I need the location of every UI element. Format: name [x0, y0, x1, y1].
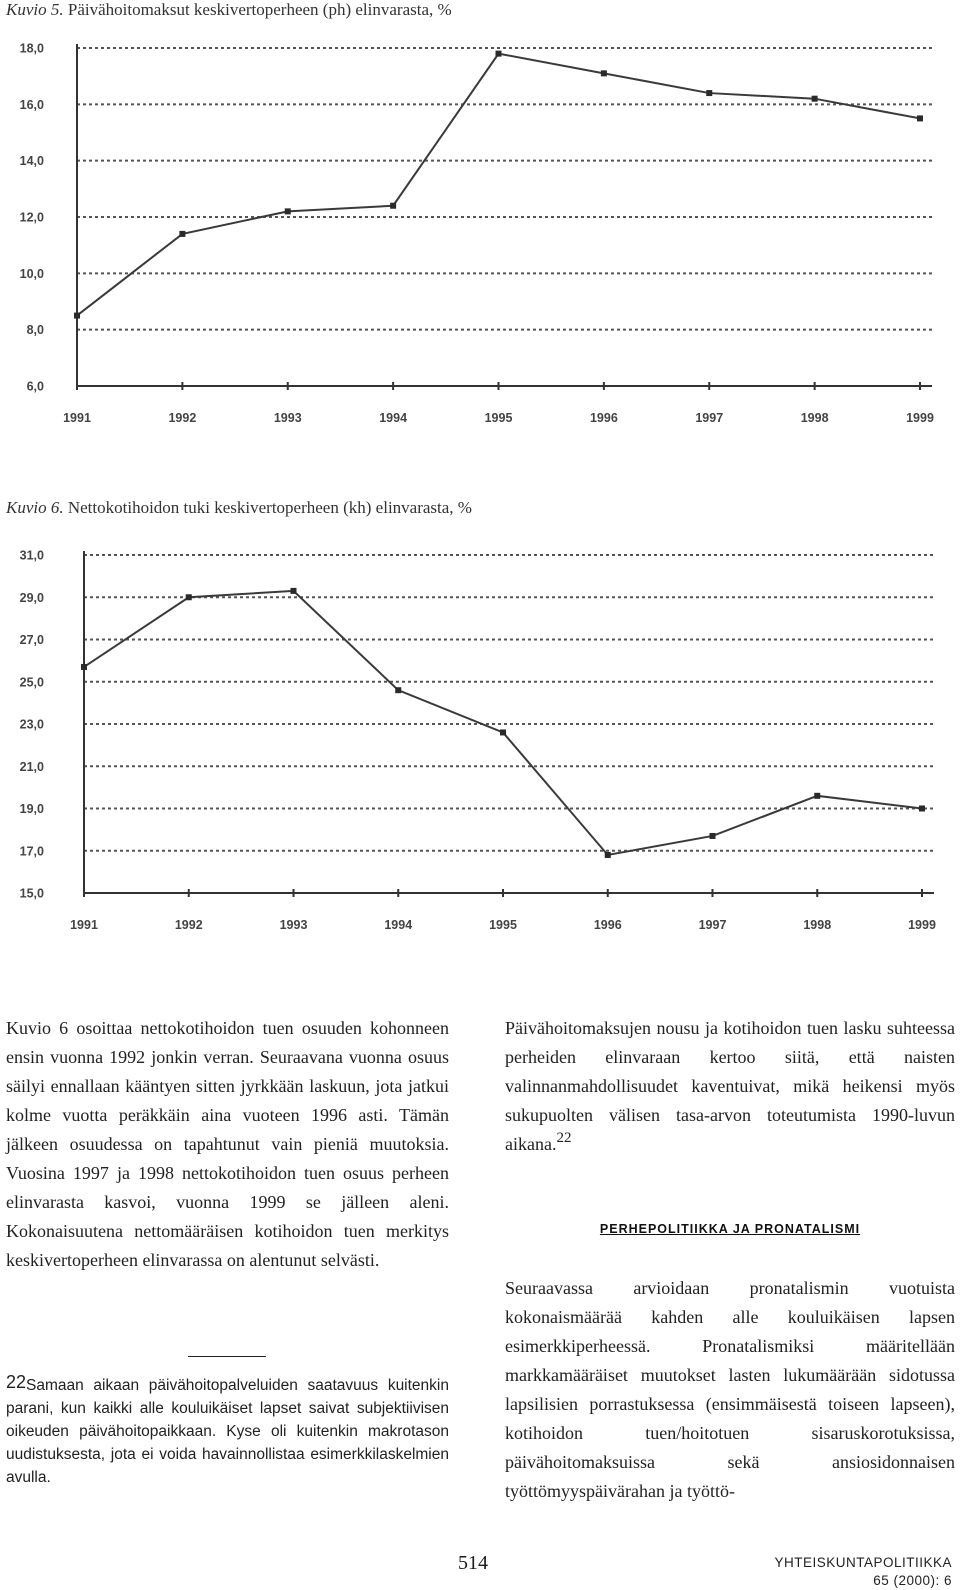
x-tick-label: 1999 — [908, 918, 936, 932]
x-tick-label: 1998 — [803, 918, 832, 932]
y-tick-label: 23,0 — [19, 717, 44, 732]
figure5-chart-svg — [0, 30, 960, 450]
right-column-bottom — [505, 1274, 955, 1506]
x-tick-label: 1993 — [279, 918, 308, 932]
x-tick-label: 1995 — [489, 918, 517, 932]
figure6-caption — [6, 498, 472, 518]
y-tick-label: 12,0 — [19, 210, 44, 225]
y-tick-label: 15,0 — [19, 886, 44, 901]
data-point — [179, 231, 185, 237]
x-tick-label: 1991 — [70, 918, 98, 932]
x-tick-label: 1993 — [273, 411, 302, 425]
y-tick-label: 31,0 — [19, 548, 44, 563]
x-tick-label: 1997 — [695, 411, 724, 425]
data-point — [917, 115, 923, 121]
y-tick-label: 16,0 — [19, 97, 44, 112]
x-tick-label: 1996 — [589, 411, 618, 425]
data-point — [814, 793, 820, 799]
y-tick-label: 18,0 — [19, 41, 44, 56]
x-tick-label: 1995 — [484, 411, 513, 425]
figure5-caption-text: Päivähoitomaksut keskivertoperheen (ph) elinvarasta, % — [63, 0, 452, 19]
data-point — [706, 90, 712, 96]
y-tick-label: 14,0 — [19, 154, 44, 169]
figure6-caption-text: Nettokotihoidon tuki keskivertoperheen (kh) elinvarasta, % — [63, 498, 472, 517]
x-tick-label: 1991 — [63, 411, 91, 425]
series-line — [77, 54, 920, 316]
y-tick-label: 25,0 — [19, 675, 44, 690]
x-tick-label: 1997 — [698, 918, 727, 932]
y-tick-label: 19,0 — [19, 802, 44, 816]
y-tick-label: 8,0 — [26, 323, 44, 338]
figure6-caption-label: Kuvio 6. — [6, 498, 64, 517]
footnote-separator — [188, 1356, 266, 1357]
x-tick-label: 1996 — [593, 918, 622, 932]
left-column — [6, 1014, 449, 1275]
data-point — [186, 594, 192, 600]
y-tick-label: 6,0 — [26, 379, 44, 394]
x-tick-label: 1999 — [906, 411, 934, 425]
x-tick-label: 1994 — [384, 918, 413, 932]
y-tick-label: 29,0 — [19, 590, 44, 605]
figure5-caption-label: Kuvio 5. — [6, 0, 64, 19]
x-tick-label: 1992 — [168, 411, 197, 425]
right-column-paragraph-1 — [505, 1014, 955, 1159]
journal-name: YHTEISKUNTAPOLITIIKKA — [774, 1555, 952, 1570]
footnote-text: Samaan aikaan päivähoitopalveluiden saatavuus kuitenkin parani, kun kaikki alle kouluikäiset lapset saivat subjektiivisen oikeuden päivähoitopaikkaan. Kyse oli kuitenkin makrotason uudistuksesta, jota ei voida havainnollistaa esimerkkilaskelmien avulla. — [6, 1377, 449, 1486]
footnote-number: 22 — [6, 1372, 27, 1392]
data-point — [601, 70, 607, 76]
data-point — [500, 729, 506, 735]
section-heading: PERHEPOLITIIKKA JA PRONATALISMI — [599, 1222, 861, 1236]
journal-issue: 65 (2000): 6 — [873, 1573, 952, 1588]
figure5-caption — [6, 0, 452, 20]
right-paragraph-1-text: Päivähoitomaksujen nousu ja kotihoidon tuen lasku suhteessa perheiden elinvaraan kertoo siitä, että naisten valinnanmahdollisuudet kaventuivat, mikä heikensi myös sukupuolten välisen tasa-arvon toteutumista 1990-luvun aikana. — [505, 1018, 955, 1154]
x-tick-label: 1994 — [379, 411, 408, 425]
footnote-reference: 22 — [556, 1130, 572, 1146]
figure6-chart — [0, 535, 960, 955]
x-tick-label: 1998 — [800, 411, 829, 425]
x-tick-label: 1992 — [174, 918, 203, 932]
page-number: 514 — [458, 1552, 488, 1574]
y-tick-label: 10,0 — [19, 266, 44, 281]
data-point — [74, 313, 80, 319]
data-point — [390, 203, 396, 209]
journal-footer — [774, 1554, 952, 1590]
data-point — [285, 208, 291, 214]
data-point — [496, 51, 502, 57]
y-tick-label: 17,0 — [19, 844, 44, 859]
y-tick-label: 27,0 — [19, 633, 44, 647]
data-point — [710, 833, 716, 839]
data-point — [81, 664, 87, 670]
right-column-paragraph-2: Seuraavassa arvioidaan pronatalismin vuotuista kokonaismäärää kahden alle kouluikäisen lapsen esimerkkiperheessä. Pronatalismiksi määritellään markkamääräiset muutokset lasten lukumäärään sidotussa lapsilisien porrastuksessa (ensimmäisestä toiseen lapseen), kotihoidon tuen/hoitotuen sisaruskorotuksissa, päivähoitomaksuissa sekä ansiosidonnaisen työttömyyspäivärahan ja työttö- — [505, 1278, 955, 1501]
data-point — [605, 852, 611, 858]
figure6-chart-svg — [0, 535, 960, 955]
left-column-paragraph: Kuvio 6 osoittaa nettokotihoidon tuen osuuden kohonneen ensin vuonna 1992 jonkin verran. Seuraavana vuonna osuus säilyi ennallaan kääntyen sitten jyrkkään laskuun, jota jatkui kolme vuotta peräkkäin aina vuoteen 1996 asti. Tämän jälkeen osuudessa on tapahtunut vain pieniä muutoksia. Vuosina 1997 ja 1998 nettokotihoidon tuen osuus perheen elinvarasta kasvoi, vuonna 1999 se jälleen aleni. Kokonaisuutena nettomääräisen kotihoidon tuen merkitys keskivertoperheen elinvarassa on alentunut selvästi. — [6, 1018, 449, 1270]
right-column-top — [505, 1014, 955, 1159]
figure5-chart — [0, 30, 960, 450]
data-point — [812, 96, 818, 102]
footnote — [6, 1374, 449, 1489]
data-point — [919, 806, 925, 812]
data-point — [291, 588, 297, 594]
series-line — [84, 591, 922, 855]
y-tick-label: 21,0 — [19, 759, 44, 774]
data-point — [395, 687, 401, 693]
